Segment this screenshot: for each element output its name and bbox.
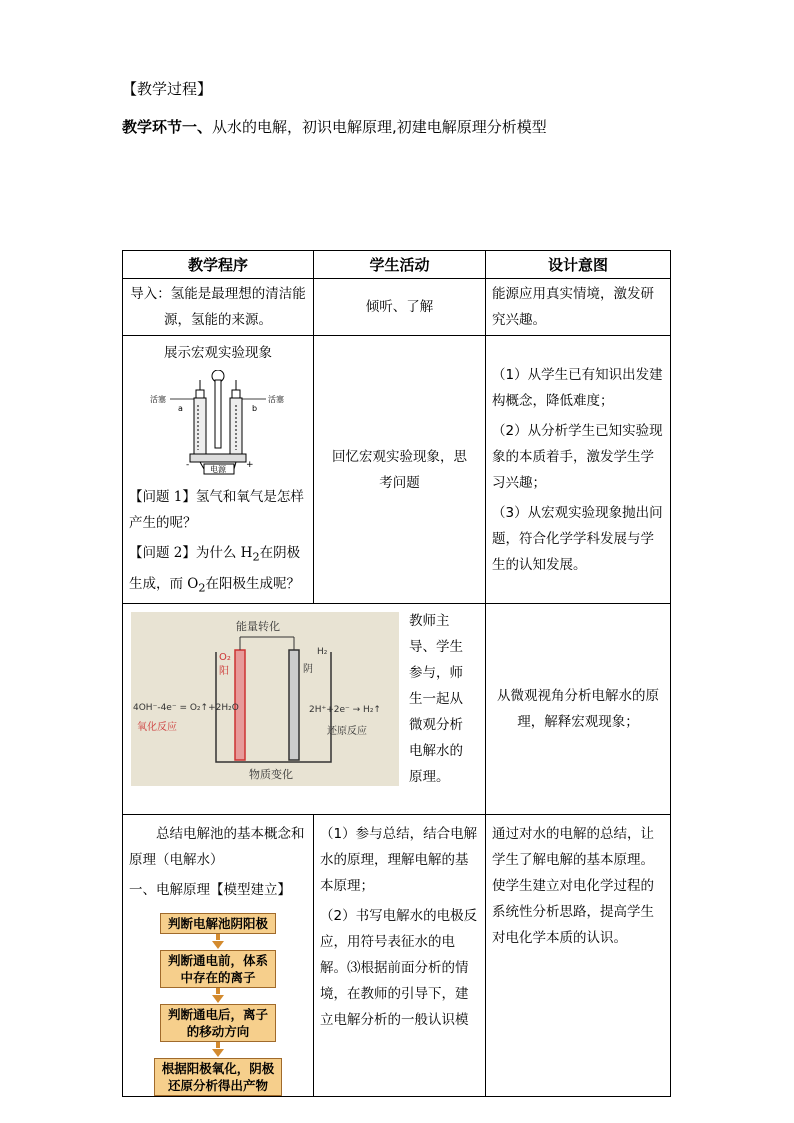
intro-procedure: 导入：氢能是最理想的清洁能源，氢能的来源。 — [130, 286, 306, 328]
flow-arrow — [212, 941, 224, 949]
model-title: 一、电解原理【模型建立】 — [129, 882, 291, 899]
flow-step-2: 判断通电前，体系中存在的离子 — [160, 950, 276, 988]
section-title-prefix: 教学环节一、 — [122, 118, 213, 136]
intro-activity: 倾听、了解 — [365, 299, 434, 315]
question-1: 【问题 1】氢气和氧气是怎样产生的呢？ — [129, 489, 304, 531]
table-row — [123, 815, 671, 1097]
micro-activity: 教师主导、学生参与，师生一起从微观分析电解水的原理。 — [409, 613, 463, 786]
intro-intent: 能源应用真实情境，激发研究兴趣。 — [492, 286, 654, 328]
photo-bottom-label: 物质变化 — [249, 768, 293, 782]
summary-activity-2: （2）书写电解水的电极反应，用符号表征水的电解。⑶根据前面分析的情境，在教师的引导下，建立电解分析的一般认识模 — [320, 908, 478, 1029]
summary-intent: 通过对水的电解的总结，让学生了解电解的基本原理。使学生建立对电化学过程的系统性分析思路，提高学生对电化学本质的认识。 — [492, 826, 654, 947]
valve-right-label: 活塞 — [268, 395, 284, 404]
flow-arrow — [212, 995, 224, 1003]
lesson-table — [122, 250, 671, 1097]
macro-activity: 回忆宏观实验现象，思考问题 — [332, 448, 467, 491]
q2-mid: 在阴极生成，而 O — [129, 545, 301, 592]
summary-activity-1: （1）参与总结，结合电解水的原理，理解电解的基本原理； — [320, 826, 478, 895]
photo-top-label: 能量转化 — [236, 620, 280, 634]
macro-title: 展示宏观实验现象 — [164, 345, 272, 361]
electrode-a-label: a — [178, 404, 183, 413]
photo-right-eq: 2H⁺+2e⁻ → H₂↑ — [309, 705, 381, 716]
section-title — [122, 116, 547, 137]
header-procedure: 教学程序 — [123, 251, 314, 279]
photo-anode: 阳 — [219, 666, 229, 678]
macro-intent-3: （3）从宏观实验现象抛出问题，符合化学学科发展与学生的认知发展。 — [492, 504, 663, 573]
photo-left-eq: 4OH⁻-4e⁻ = O₂↑+2H₂O — [133, 703, 239, 714]
section-label: 【教学过程】 — [122, 80, 213, 98]
photo-left-label: 氧化反应 — [137, 722, 177, 734]
flow-step-1: 判断电解池阴阳极 — [160, 913, 276, 934]
photo-o2: O₂ — [219, 652, 231, 664]
table-row — [123, 279, 671, 336]
photo-right-label: 还原反应 — [327, 726, 367, 738]
power-label: 电源 — [210, 465, 226, 474]
electrode-b-label: b — [252, 404, 258, 413]
valve-left-label: 活塞 — [150, 395, 166, 404]
macro-intent-2: （2）从分析学生已知实验现象的本质着手，激发学生学习兴趣； — [492, 422, 663, 491]
header-activity: 学生活动 — [314, 251, 486, 279]
q2-sub2: 2 — [198, 581, 206, 595]
table-row — [123, 336, 671, 604]
table-row — [123, 604, 671, 815]
flow-step-4: 根据阳极氧化，阴极还原分析得出产物 — [154, 1058, 282, 1096]
table-header-row — [123, 251, 671, 279]
plus-label: + — [246, 460, 254, 470]
header-intent: 设计意图 — [486, 251, 671, 279]
photo-h2: H₂ — [317, 647, 328, 658]
electrolysis-apparatus-diagram — [123, 370, 313, 480]
section-title-text: 从水的电解，初识电解原理,初建电解原理分析模型 — [212, 118, 547, 136]
q2-pre: 【问题 2】为什么 H — [129, 545, 253, 561]
electrolysis-model-flowchart — [123, 913, 313, 1096]
flow-arrow — [212, 1049, 224, 1057]
question-2 — [123, 538, 313, 603]
photo-cathode: 阴 — [303, 664, 313, 676]
micro-analysis-photo — [131, 612, 399, 786]
q2-sub1: 2 — [252, 550, 260, 564]
micro-intent: 从微观视角分析电解水的原理，解释宏观现象； — [497, 688, 659, 731]
q2-post: 在阳极生成呢？ — [205, 575, 301, 592]
summary-text: 总结电解池的基本概念和原理（电解水） — [129, 826, 305, 869]
minus-label: - — [186, 460, 190, 470]
macro-intent-1: （1）从学生已有知识出发建构概念，降低难度； — [492, 366, 663, 409]
flow-step-3: 判断通电后，离子的移动方向 — [160, 1004, 276, 1042]
